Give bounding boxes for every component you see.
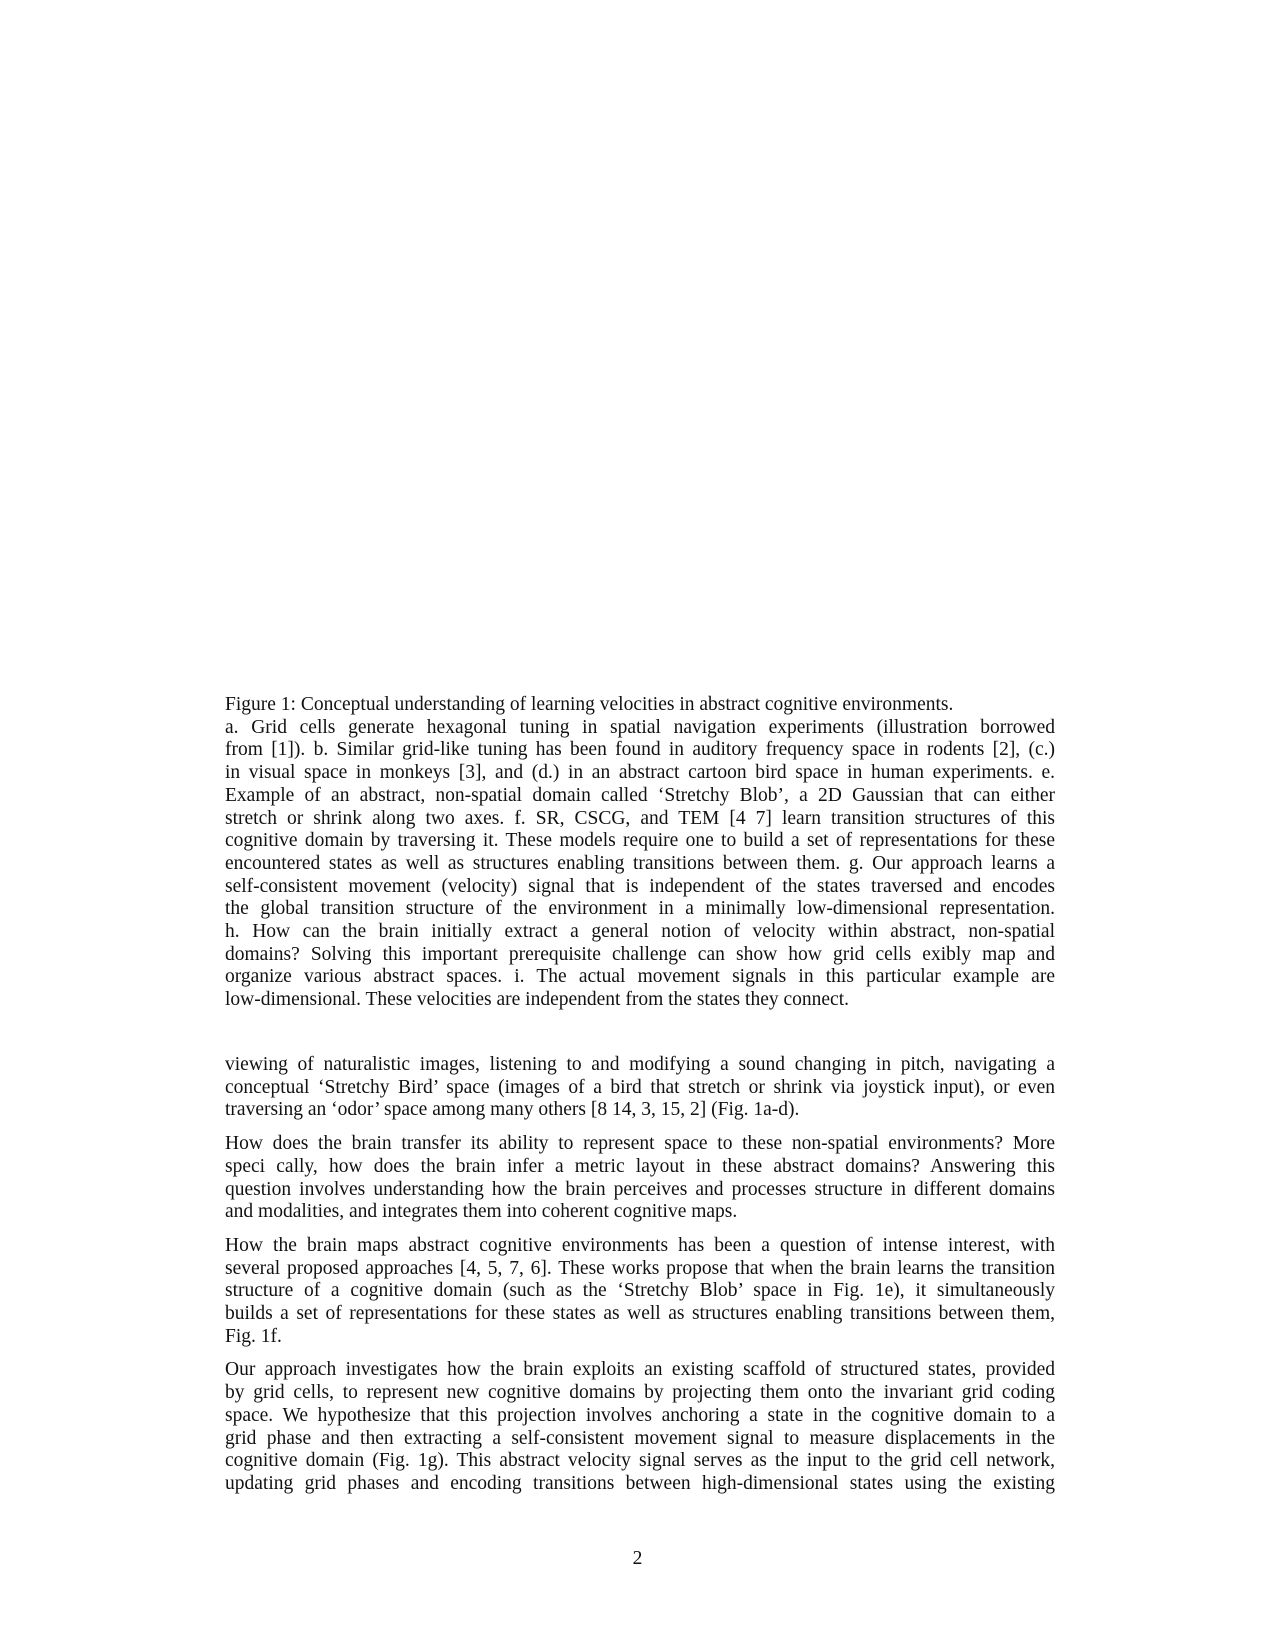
paragraph-line: several proposed approaches [4, 5, 7, 6]. These works propose that when the brain learns the transition bbox=[225, 1257, 1055, 1279]
caption-line: Figure 1: Conceptual understanding of learning velocities in abstract cognitive environments. bbox=[225, 694, 954, 715]
caption-line: organize various abstract spaces. i. The actual movement signals in this particular example are bbox=[225, 966, 1055, 988]
paragraph-line: conceptual ‘Stretchy Bird’ space (images of a bird that stretch or shrink via joystick input), or even bbox=[225, 1076, 1055, 1098]
paragraph-line: Fig. 1f. bbox=[225, 1325, 282, 1347]
paragraph-line: Our approach investigates how the brain exploits an existing scaffold of structured states, provided bbox=[225, 1359, 1055, 1381]
paragraph-line: speci cally, how does the brain infer a metric layout in these abstract domains? Answering this bbox=[225, 1155, 1055, 1177]
paragraph-line: How does the brain transfer its ability to represent space to these non-spatial environments? More bbox=[225, 1133, 1055, 1155]
caption-line: stretch or shrink along two axes. f. SR, CSCG, and TEM [4 7] learn transition structures of this bbox=[225, 807, 1055, 829]
caption-line: self-consistent movement (velocity) signal that is independent of the states traversed and encodes bbox=[225, 875, 1055, 897]
figure-placeholder bbox=[225, 60, 1055, 680]
caption-line: from [1]). b. Similar grid-like tuning has been found in auditory frequency space in rodents [2], (c.) bbox=[225, 739, 1055, 761]
paragraph bbox=[225, 1133, 1055, 1224]
caption-line: domains? Solving this important prerequisite challenge can show how grid cells exibly map and bbox=[225, 943, 1055, 965]
caption-line: Example of an abstract, non-spatial domain called ‘Stretchy Blob’, a 2D Gaussian that can either bbox=[225, 784, 1055, 806]
paragraph-line: question involves understanding how the brain perceives and processes structure in different domains bbox=[225, 1178, 1055, 1200]
paragraph-line: grid phase and then extracting a self-consistent movement signal to measure displacements in the bbox=[225, 1427, 1055, 1449]
caption-line: in visual space in monkeys [3], and (d.) in an abstract cartoon bird space in human experiments. e. bbox=[225, 762, 1055, 784]
body-text bbox=[225, 1054, 1055, 1507]
paragraph-line: traversing an ‘odor’ space among many others [8 14, 3, 15, 2] (Fig. 1a-d). bbox=[225, 1099, 800, 1121]
figure-caption bbox=[225, 694, 1055, 1012]
paragraph-line: space. We hypothesize that this projection involves anchoring a state in the cognitive domain to a bbox=[225, 1404, 1055, 1426]
paragraph-line: structure of a cognitive domain (such as the ‘Stretchy Blob’ space in Fig. 1e), it simultaneously bbox=[225, 1280, 1055, 1302]
paragraph-line: viewing of naturalistic images, listening to and modifying a sound changing in pitch, navigating a bbox=[225, 1054, 1055, 1075]
paragraph-line: How the brain maps abstract cognitive environments has been a question of intense interest, with bbox=[225, 1234, 1055, 1256]
caption-line: cognitive domain by traversing it. These models require one to build a set of representations for these bbox=[225, 830, 1055, 852]
paragraph bbox=[225, 1359, 1055, 1495]
paragraph-line: by grid cells, to represent new cognitive domains by projecting them onto the invariant grid coding bbox=[225, 1382, 1055, 1404]
paragraph bbox=[225, 1235, 1055, 1349]
paragraph-line: updating grid phases and encoding transitions between high-dimensional states using the existing bbox=[225, 1472, 1055, 1494]
caption-line: h. How can the brain initially extract a general notion of velocity within abstract, non-spatial bbox=[225, 921, 1055, 943]
paragraph-line: builds a set of representations for these states as well as structures enabling transitions between them, bbox=[225, 1303, 1055, 1325]
page-number: 2 bbox=[632, 1548, 643, 1569]
caption-line: the global transition structure of the environment in a minimally low-dimensional representation. bbox=[225, 898, 1055, 920]
caption-line: a. Grid cells generate hexagonal tuning in spatial navigation experiments (illustration borrowed bbox=[225, 716, 1055, 738]
caption-line: low-dimensional. These velocities are independent from the states they connect. bbox=[225, 989, 849, 1011]
paragraph bbox=[225, 1054, 1055, 1122]
caption-line: encountered states as well as structures enabling transitions between them. g. Our approach learns a bbox=[225, 852, 1055, 874]
paragraph-line: and modalities, and integrates them into coherent cognitive maps. bbox=[225, 1201, 738, 1223]
paragraph-line: cognitive domain (Fig. 1g). This abstract velocity signal serves as the input to the grid cell network, bbox=[225, 1450, 1055, 1472]
